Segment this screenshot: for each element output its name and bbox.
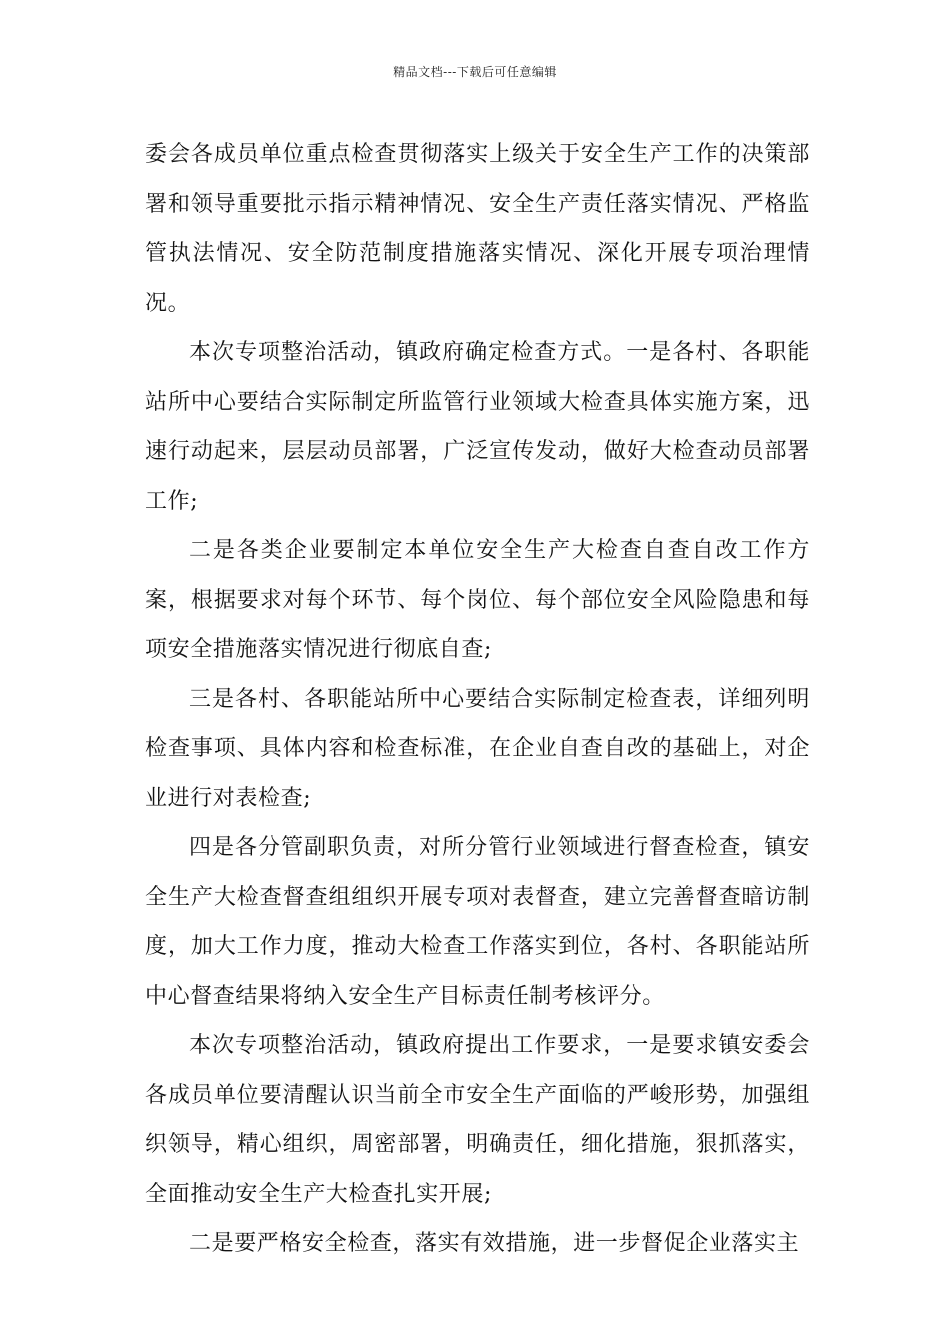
- paragraph-4: 三是各村、各职能站所中心要结合实际制定检查表，详细列明检查事项、具体内容和检查标准，在企业自查自改的基础上，对企业进行对表检查;: [145, 686, 810, 811]
- paragraph-3: 二是各类企业要制定本单位安全生产大检查自查自改工作方案，根据要求对每个环节、每个岗位、每个部位安全风险隐患和每项安全措施落实情况进行彻底自查;: [145, 538, 810, 662]
- paragraph-1: 委会各成员单位重点检查贯彻落实上级关于安全生产工作的决策部署和领导重要批示指示精神情况、安全生产责任落实情况、严格监管执法情况、安全防范制度措施落实情况、深化开展专项治理情况。: [145, 142, 810, 316]
- paragraph-6: 本次专项整治活动，镇政府提出工作要求，一是要求镇安委会各成员单位要清醒认识当前全市安全生产面临的严峻形势，加强组织领导，精心组织，周密部署，明确责任，细化措施，狠抓落实，全面推动安全生产大检查扎实开展;: [145, 1033, 810, 1207]
- paragraph-2: 本次专项整治活动，镇政府确定检查方式。一是各村、各职能站所中心要结合实际制定所监管行业领域大检查具体实施方案，迅速行动起来，层层动员部署，广泛宣传发动，做好大检查动员部署工作;: [145, 340, 810, 514]
- paragraph-7: 二是要严格安全检查，落实有效措施，进一步督促企业落实主: [189, 1231, 800, 1256]
- paragraph-5: 四是各分管副职负责，对所分管行业领域进行督查检查，镇安全生产大检查督查组组织开展专项对表督查，建立完善督查暗访制度，加大工作力度，推动大检查工作落实到位，各村、各职能站所中心督查结果将纳入安全生产目标责任制考核评分。: [145, 835, 810, 1009]
- document-body: [145, 130, 810, 1269]
- page-header: 精品文档---下载后可任意编辑: [393, 65, 557, 79]
